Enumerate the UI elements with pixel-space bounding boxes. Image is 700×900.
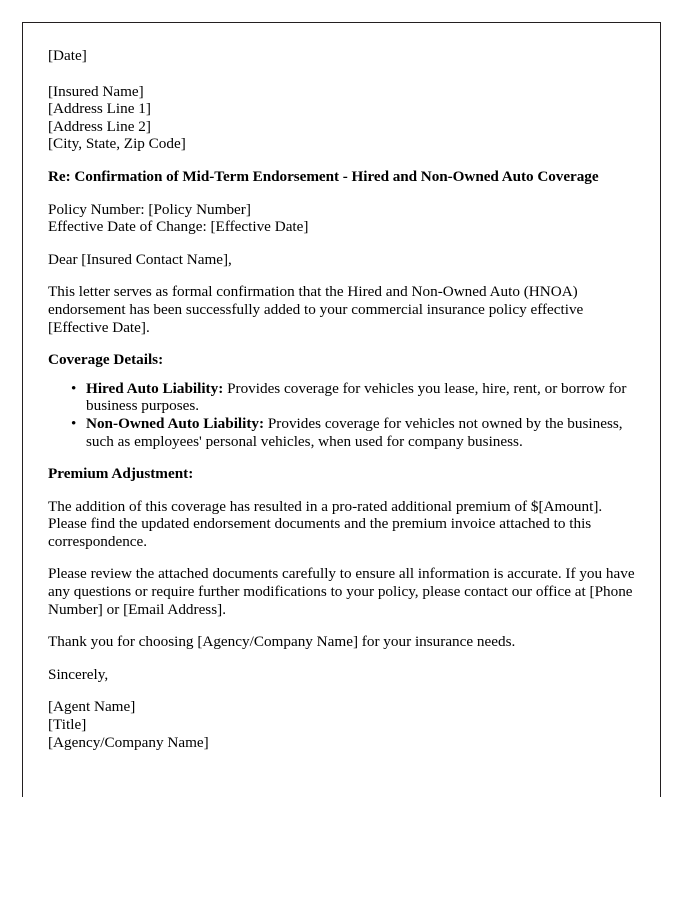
effective-date-line: Effective Date of Change: [Effective Date] [48, 218, 309, 236]
letter-page [22, 22, 661, 797]
review-paragraph: Please review the attached documents carefully to ensure all information is accurate. If you have any questions or require further modifications to your policy, please contact our office at [Phone Number] or [Email Address]. [48, 565, 635, 618]
list-item [86, 415, 636, 450]
agent-title: [Title] [48, 716, 87, 734]
spacer [48, 618, 636, 633]
address-line: [City, State, Zip Code] [48, 135, 186, 153]
spacer [48, 65, 636, 83]
agency-name: [Agency/Company Name] [48, 733, 209, 751]
spacer [48, 683, 636, 698]
policy-details-block [48, 201, 636, 236]
spacer [48, 651, 636, 666]
spacer [48, 450, 636, 465]
address-line: [Insured Name] [48, 82, 144, 100]
coverage-term: Hired Auto Liability: [86, 379, 224, 397]
spacer [48, 186, 636, 201]
recipient-address-block [48, 83, 636, 153]
address-line: [Address Line 2] [48, 117, 151, 135]
agent-name: [Agent Name] [48, 698, 136, 716]
letter-body [48, 47, 636, 751]
spacer [48, 336, 636, 351]
signature-block [48, 698, 636, 751]
premium-paragraph: The addition of this coverage has resulted in a pro-rated additional premium of $[Amount]. Please find the updated endorsement documents and the premium invoice attached to this correspondence. [48, 497, 603, 550]
policy-number-line: Policy Number: [Policy Number] [48, 200, 251, 218]
date-placeholder: [Date] [48, 47, 87, 64]
spacer [48, 268, 636, 283]
coverage-details-heading: Coverage Details: [48, 351, 164, 369]
premium-adjustment-heading: Premium Adjustment: [48, 465, 194, 483]
spacer [48, 236, 636, 251]
spacer [48, 483, 636, 498]
thank-you-paragraph: Thank you for choosing [Agency/Company Name] for your insurance needs. [48, 633, 516, 651]
list-item [86, 380, 636, 415]
coverage-details-list [48, 380, 636, 450]
salutation: Dear [Insured Contact Name], [48, 250, 232, 268]
closing: Sincerely, [48, 665, 109, 683]
coverage-term: Non-Owned Auto Liability: [86, 414, 265, 432]
intro-paragraph: This letter serves as formal confirmation that the Hired and Non-Owned Auto (HNOA) endorsement has been successfully added to your commercial insurance policy effective [Effective Date]. [48, 283, 584, 336]
coverage-description: Provides coverage for vehicles you lease, hire, rent, or borrow for business purposes. [86, 379, 627, 415]
coverage-description: Provides coverage for vehicles not owned by the business, such as employees' personal vehicles, when used for company business. [86, 414, 623, 450]
spacer [48, 550, 636, 565]
spacer [48, 153, 636, 168]
address-line: [Address Line 1] [48, 100, 151, 118]
subject-line: Re: Confirmation of Mid-Term Endorsement - Hired and Non-Owned Auto Coverage [48, 167, 599, 185]
spacer [48, 369, 636, 380]
